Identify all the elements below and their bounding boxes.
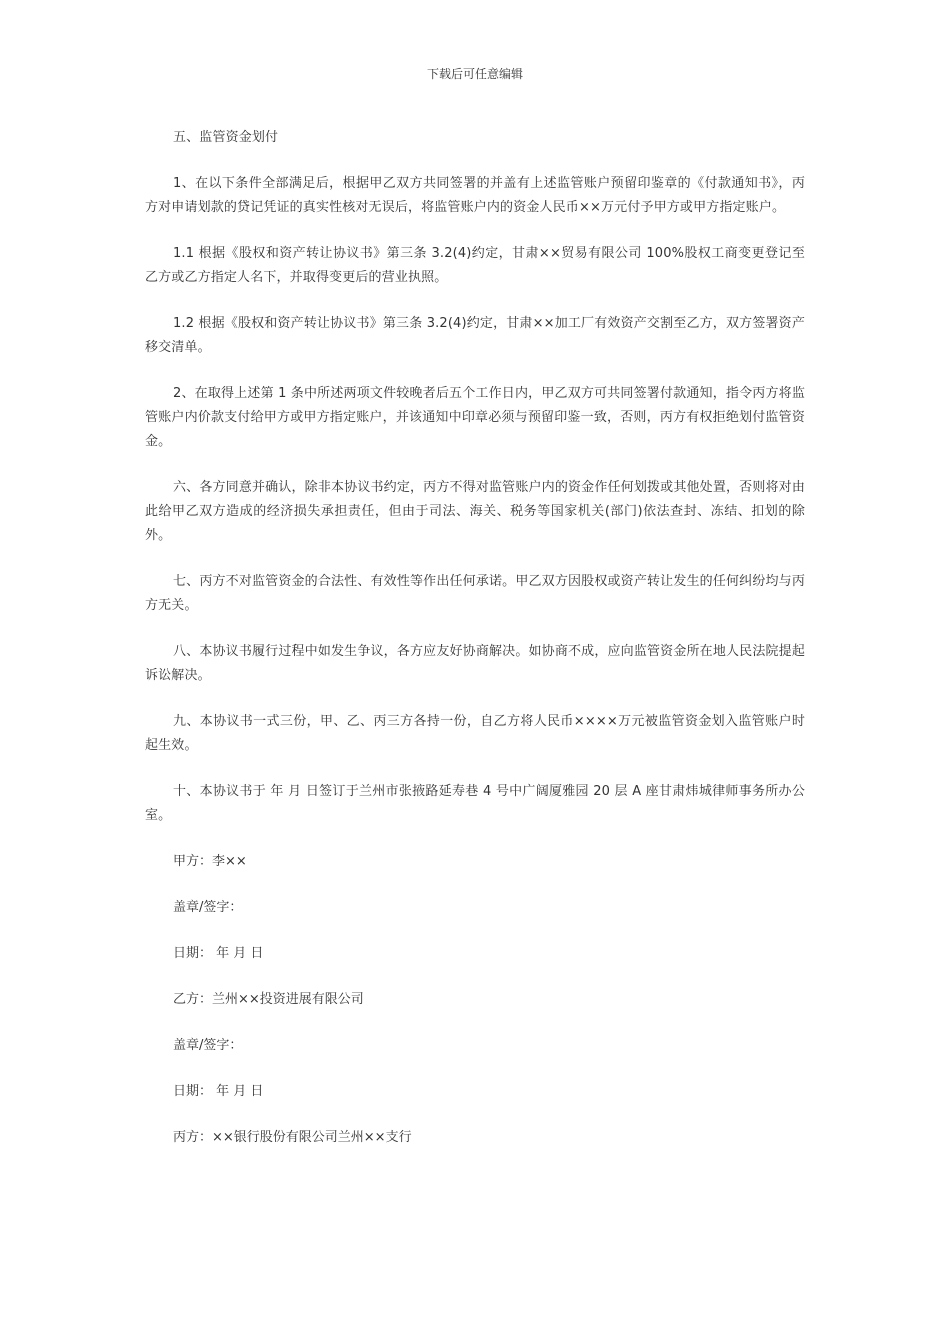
party-b-seal: 盖章/签字： bbox=[173, 1038, 243, 1053]
section-6: 六、各方同意并确认，除非本协议书约定，丙方不得对监管账户内的资金作任何划拨或其他处置，否则将对由此给甲乙双方造成的经济损失承担责任，但由于司法、海关、税务等国家机关(部门)依法查封、冻结、扣划的除外。 bbox=[145, 480, 805, 543]
section-8: 八、本协议书履行过程中如发生争议，各方应友好协商解决。如协商不成，应向监管资金所在地人民法院提起诉讼解决。 bbox=[145, 644, 805, 683]
document-body bbox=[145, 126, 805, 1172]
party-a-name: 甲方：李×× bbox=[173, 854, 247, 869]
party-c-name: 丙方：××银行股份有限公司兰州××支行 bbox=[173, 1130, 412, 1145]
section-9: 九、本协议书一式三份，甲、乙、丙三方各持一份，自乙方将人民币××××万元被监管资金划入监管账户时起生效。 bbox=[145, 714, 805, 753]
party-a-seal: 盖章/签字： bbox=[173, 900, 243, 915]
section-5-heading: 五、监管资金划付 bbox=[173, 130, 279, 145]
party-b-name: 乙方：兰州××投资进展有限公司 bbox=[173, 992, 364, 1007]
party-a-date: 日期： 年 月 日 bbox=[173, 946, 264, 961]
clause-5-1-1: 1.1 根据《股权和资产转让协议书》第三条 3.2(4)约定，甘肃××贸易有限公司 100%股权工商变更登记至乙方或乙方指定人名下，并取得变更后的营业执照。 bbox=[145, 246, 805, 285]
page-header-note: 下载后可任意编辑 bbox=[426, 67, 523, 81]
clause-5-1: 1、在以下条件全部满足后，根据甲乙双方共同签署的并盖有上述监管账户预留印鉴章的《付款通知书》，丙方对申请划款的贷记凭证的真实性核对无误后，将监管账户内的资金人民币××万元付予甲方或甲方指定账户。 bbox=[145, 176, 805, 215]
clause-5-2: 2、在取得上述第 1 条中所述两项文件较晚者后五个工作日内，甲乙双方可共同签署付款通知，指令丙方将监管账户内价款支付给甲方或甲方指定账户，并该通知中印章必须与预留印鉴一致，否则，丙方有权拒绝划付监管资金。 bbox=[145, 386, 805, 449]
section-10: 十、本协议书于 年 月 日签订于兰州市张掖路延寿巷 4 号中广阔厦雅园 20 层 A 座甘肃炜城律师事务所办公室。 bbox=[145, 784, 805, 823]
section-7: 七、丙方不对监管资金的合法性、有效性等作出任何承诺。甲乙双方因股权或资产转让发生的任何纠纷均与丙方无关。 bbox=[145, 574, 805, 613]
clause-5-1-2: 1.2 根据《股权和资产转让协议书》第三条 3.2(4)约定，甘肃××加工厂有效资产交割至乙方，双方签署资产移交清单。 bbox=[145, 316, 805, 355]
party-b-date: 日期： 年 月 日 bbox=[173, 1084, 264, 1099]
